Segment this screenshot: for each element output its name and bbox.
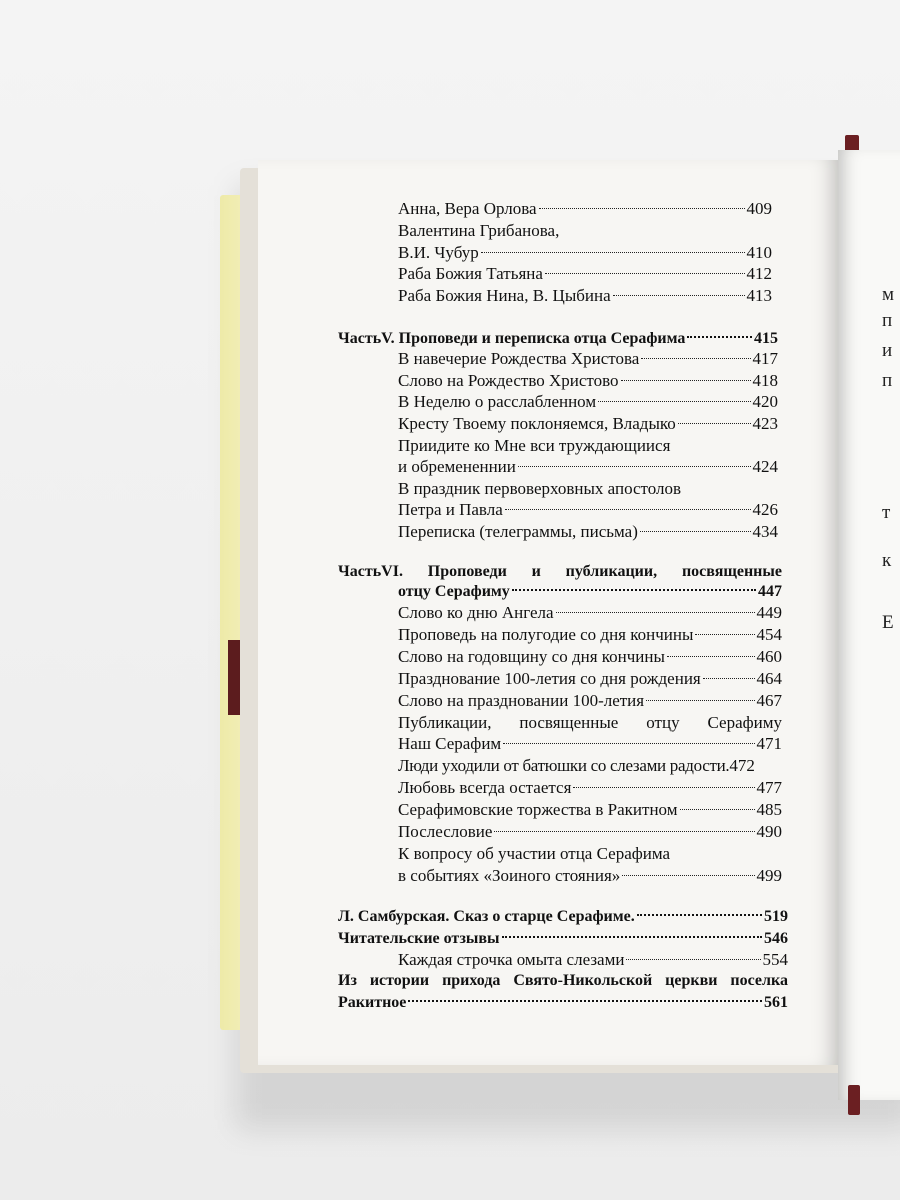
toc-section-heading-cont: Ракитное 561 — [338, 994, 788, 1011]
toc-entry: Приидите ко Мне вси труждающиися — [398, 436, 671, 455]
toc-entry: В праздник первоверховных апостолов — [398, 479, 682, 498]
toc-section-heading: Л. Самбурская. Сказ о старце Серафиме. 519 — [338, 908, 788, 925]
toc-entry: Слово на годовщину со дня кончины 460 — [398, 647, 782, 666]
toc-entry: Валентина Грибанова, — [398, 221, 560, 240]
facing-page-letter: и — [882, 340, 893, 361]
facing-page-letter: п — [882, 370, 893, 391]
toc-entry: Слово на Рождество Христово 418 — [398, 371, 778, 390]
toc-entry: Серафимовские торжества в Ракитном 485 — [398, 800, 782, 819]
toc-entry: Наш Серафим 471 — [398, 734, 782, 753]
facing-page-letter: м — [882, 284, 895, 305]
toc-entry: Любовь всегда остается 477 — [398, 778, 782, 797]
toc-part-heading: ЧастьV. Проповеди и переписка отца Серафима 415 — [338, 330, 778, 347]
toc-entry: Проповедь на полугодие со дня кончины 454 — [398, 625, 782, 644]
toc-entry: Переписка (телеграммы, письма) 434 — [398, 522, 778, 541]
toc-entry: Публикации, посвященные отцу Серафиму — [398, 713, 782, 732]
toc-entry: Каждая строчка омыта слезами 554 — [398, 950, 788, 969]
toc-entry: Слово на праздновании 100-летия 467 — [398, 691, 782, 710]
toc-entry: Послесловие 490 — [398, 822, 782, 841]
toc-entry: Слово ко дню Ангела 449 — [398, 603, 782, 622]
toc-part-heading-cont: отцу Серафиму 447 — [398, 583, 782, 600]
toc-entry: и обремененнии 424 — [398, 457, 778, 476]
toc-entry: Раба Божия Нина, В. Цыбина 413 — [398, 286, 772, 305]
toc-entry: В.И. Чубур 410 — [398, 243, 772, 262]
toc-entry: Петра и Павла 426 — [398, 500, 778, 519]
toc-entry: В Неделю о расслабленном 420 — [398, 392, 778, 411]
toc-entry: В навечерие Рождества Христова 417 — [398, 349, 778, 368]
toc-section-heading: Из истории прихода Свято-Никольской церкви поселка — [338, 972, 788, 989]
facing-page-letter: т — [882, 502, 891, 523]
toc-entry: Раба Божия Татьяна 412 — [398, 264, 772, 283]
toc-part-heading: ЧастьVI. Проповеди и публикации, посвященные — [338, 563, 782, 580]
toc-entry: К вопросу об участии отца Серафима — [398, 844, 671, 863]
facing-page-letter: п — [882, 310, 893, 331]
toc-section-heading: Читательские отзывы 546 — [338, 930, 788, 947]
toc-entry: Анна, Вера Орлова 409 — [398, 199, 772, 218]
facing-page-letter: E — [882, 612, 894, 633]
toc-entry: в событиях «Зоиного стояния» 499 — [398, 866, 782, 885]
toc-entry: Празднование 100-летия со дня рождения 464 — [398, 669, 782, 688]
facing-page-letter: к — [882, 550, 892, 571]
toc-entry: Люди уходили от батюшки со слезами радости. 472 — [398, 756, 755, 775]
toc-entry: Кресту Твоему поклоняемся, Владыко 423 — [398, 414, 778, 433]
